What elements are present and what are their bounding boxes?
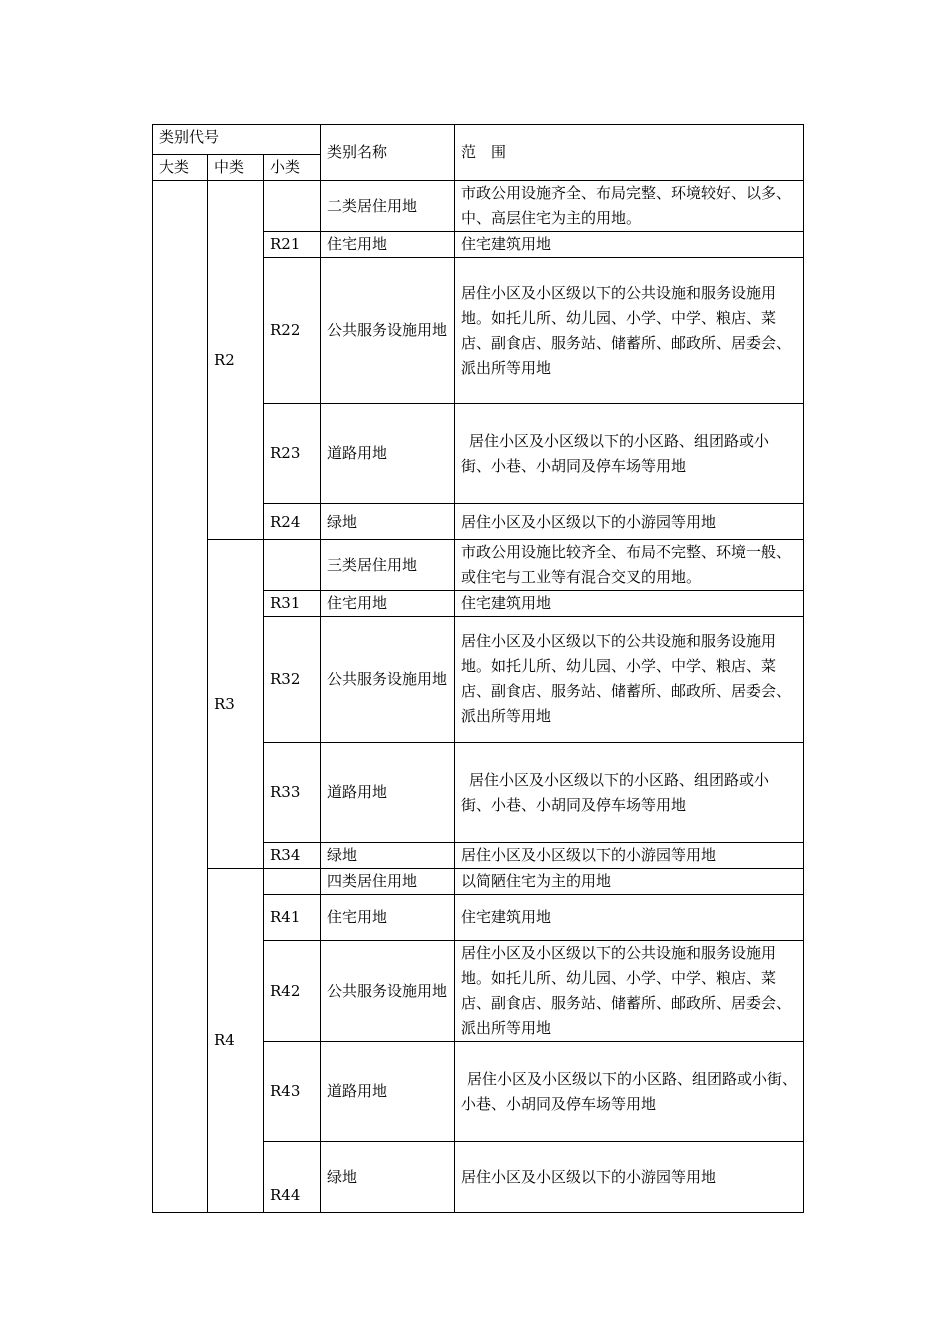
scope-cell: 居住小区及小区级以下的小游园等用地 (455, 1142, 804, 1213)
name-cell: 公共服务设施用地 (321, 258, 455, 404)
scope-cell: 居住小区及小区级以下的小区路、组团路或小街、小巷、小胡同及停车场等用地 (455, 743, 804, 843)
medium-category-cell: R4 (208, 869, 264, 1213)
minor-code-cell: R21 (264, 232, 321, 258)
name-cell: 住宅用地 (321, 895, 455, 941)
table-row (153, 540, 804, 591)
minor-code-cell (264, 181, 321, 232)
name-cell: 道路用地 (321, 743, 455, 843)
medium-category-cell: R2 (208, 181, 264, 540)
minor-code-cell: R31 (264, 591, 321, 617)
name-cell: 绿地 (321, 504, 455, 540)
scope-cell: 市政公用设施齐全、布局完整、环境较好、以多、中、高层住宅为主的用地。 (455, 181, 804, 232)
scope-cell: 以简陋住宅为主的用地 (455, 869, 804, 895)
table-row (153, 869, 804, 895)
scope-cell: 居住小区及小区级以下的小区路、组团路或小街、小巷、小胡同及停车场等用地 (455, 404, 804, 504)
name-cell: 公共服务设施用地 (321, 617, 455, 743)
minor-code-cell: R42 (264, 941, 321, 1042)
minor-code-cell: R23 (264, 404, 321, 504)
name-cell: 公共服务设施用地 (321, 941, 455, 1042)
header-medium: 中类 (208, 155, 264, 181)
medium-category-cell: R3 (208, 540, 264, 869)
minor-code-cell (264, 869, 321, 895)
scope-cell: 居住小区及小区级以下的小区路、组团路或小街、小巷、小胡同及停车场等用地 (455, 1042, 804, 1142)
minor-code-cell (264, 540, 321, 591)
scope-cell: 居住小区及小区级以下的小游园等用地 (455, 504, 804, 540)
minor-code-cell: R24 (264, 504, 321, 540)
header-minor: 小类 (264, 155, 321, 181)
scope-cell: 住宅建筑用地 (455, 895, 804, 941)
name-cell: 二类居住用地 (321, 181, 455, 232)
minor-code-cell: R32 (264, 617, 321, 743)
minor-code-cell: R44 (264, 1142, 321, 1213)
scope-cell: 市政公用设施比较齐全、布局不完整、环境一般、或住宅与工业等有混合交叉的用地。 (455, 540, 804, 591)
name-cell: 道路用地 (321, 404, 455, 504)
table-row (153, 181, 804, 232)
name-cell: 绿地 (321, 1142, 455, 1213)
major-category-cell (153, 181, 208, 1213)
minor-code-cell: R33 (264, 743, 321, 843)
header-scope: 范 围 (455, 125, 804, 181)
scope-cell: 住宅建筑用地 (455, 232, 804, 258)
name-cell: 道路用地 (321, 1042, 455, 1142)
scope-cell: 住宅建筑用地 (455, 591, 804, 617)
minor-code-cell: R43 (264, 1042, 321, 1142)
name-cell: 住宅用地 (321, 232, 455, 258)
scope-cell: 居住小区及小区级以下的小游园等用地 (455, 843, 804, 869)
scope-cell: 居住小区及小区级以下的公共设施和服务设施用地。如托儿所、幼儿园、小学、中学、粮店、菜店、副食店、服务站、储蓄所、邮政所、居委会、派出所等用地 (455, 258, 804, 404)
name-cell: 绿地 (321, 843, 455, 869)
header-code-group: 类别代号 (153, 125, 321, 155)
name-cell: 四类居住用地 (321, 869, 455, 895)
minor-code-cell: R22 (264, 258, 321, 404)
name-cell: 住宅用地 (321, 591, 455, 617)
scope-cell: 居住小区及小区级以下的公共设施和服务设施用地。如托儿所、幼儿园、小学、中学、粮店、菜店、副食店、服务站、储蓄所、邮政所、居委会、派出所等用地 (455, 941, 804, 1042)
minor-code-cell: R41 (264, 895, 321, 941)
name-cell: 三类居住用地 (321, 540, 455, 591)
minor-code-cell: R34 (264, 843, 321, 869)
land-use-classification-table (152, 124, 804, 1213)
scope-cell: 居住小区及小区级以下的公共设施和服务设施用地。如托儿所、幼儿园、小学、中学、粮店、菜店、副食店、服务站、储蓄所、邮政所、居委会、派出所等用地 (455, 617, 804, 743)
header-major: 大类 (153, 155, 208, 181)
header-name: 类别名称 (321, 125, 455, 181)
